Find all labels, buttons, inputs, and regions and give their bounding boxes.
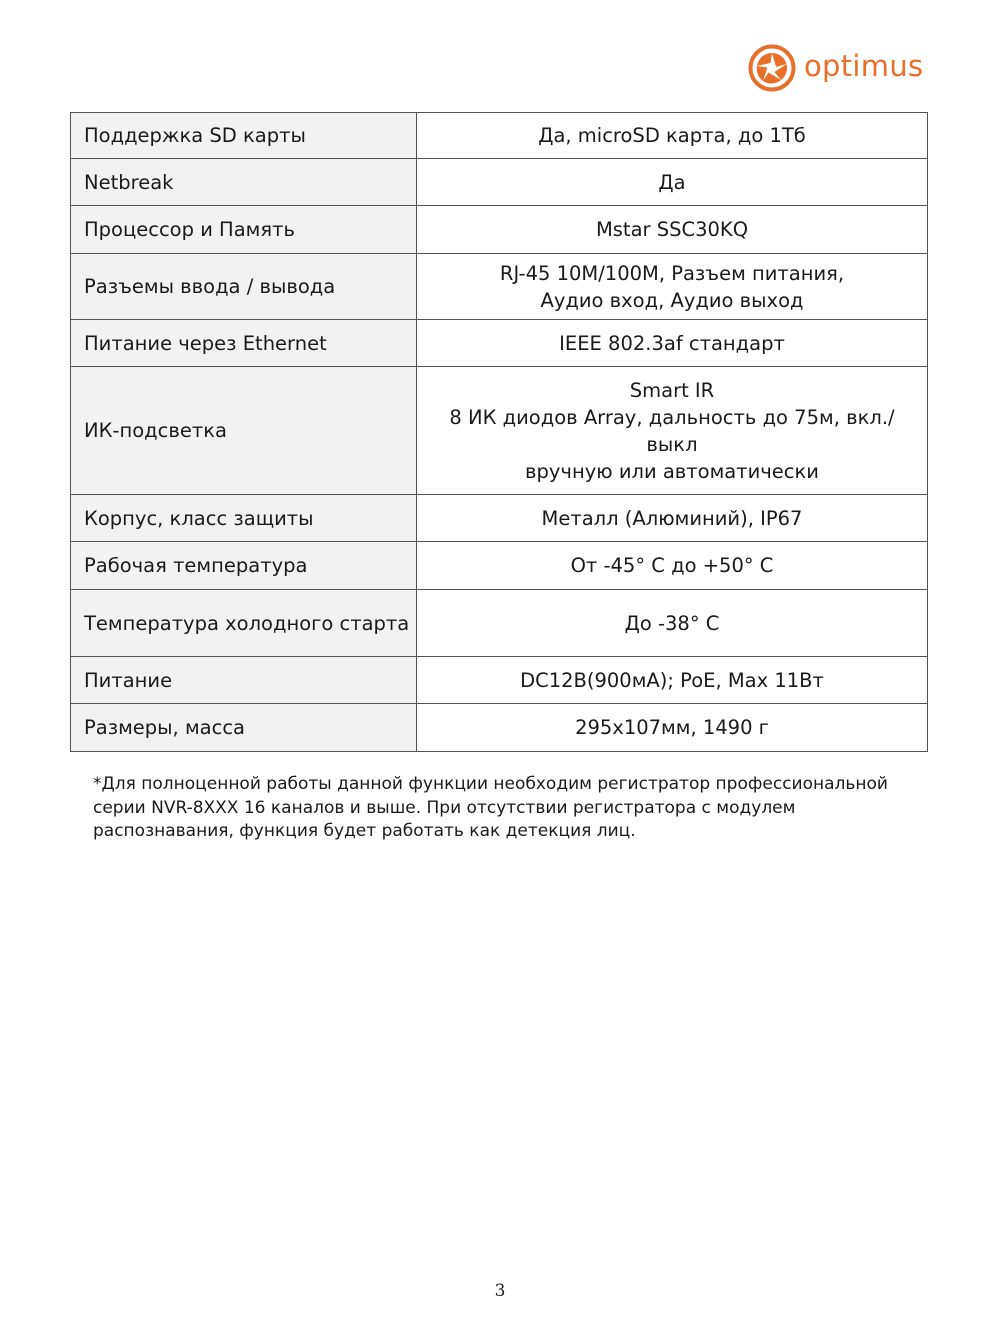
spec-label: Рабочая температура	[71, 542, 417, 590]
spec-value	[417, 254, 928, 320]
table-row	[71, 113, 928, 159]
spec-value-line: вручную или автоматически	[525, 459, 819, 483]
optimus-logo-icon	[748, 44, 796, 92]
table-row	[71, 320, 928, 367]
spec-label: Корпус, класс защиты	[71, 495, 417, 542]
spec-label: Процессор и Память	[71, 206, 417, 254]
spec-value	[417, 590, 928, 657]
table-row	[71, 542, 928, 590]
spec-value-line: От -45° С до +50° С	[570, 554, 774, 577]
brand-name: optimus	[804, 49, 924, 83]
spec-value-line: До -38° С	[624, 611, 720, 635]
spec-value	[417, 542, 928, 590]
spec-value-line: 8 ИК диодов Array, дальность до 75м, вкл./выкл	[449, 405, 895, 456]
spec-value-line: Металл (Алюминий), IP67	[541, 506, 803, 530]
table-row	[71, 159, 928, 206]
spec-label: Питание	[71, 657, 417, 704]
spec-value	[417, 206, 928, 254]
spec-value	[417, 159, 928, 206]
spec-value-line: Аудио вход, Аудио выход	[540, 288, 804, 312]
spec-label: Питание через Ethernet	[71, 320, 417, 367]
spec-value	[417, 657, 928, 704]
spec-value	[417, 495, 928, 542]
spec-label: Поддержка SD карты	[71, 113, 417, 159]
table-row	[71, 590, 928, 657]
spec-label: Размеры, масса	[71, 704, 417, 752]
spec-label: Netbreak	[71, 159, 417, 206]
specifications-table	[70, 112, 928, 752]
spec-value	[417, 113, 928, 159]
page-number: 3	[494, 1281, 506, 1301]
spec-value-line: IEEE 802.3af стандарт	[559, 331, 785, 355]
footnote: *Для полноценной работы данной функции необходим регистратор профессиональной серии NVR-8XXX 16 каналов и выше. При отсутствии регистратора с модулем распознавания, функция будет работать как детекция лиц.	[93, 774, 888, 841]
table-row	[71, 657, 928, 704]
spec-value-line: DC12В(900мА); PoE, Max 11Вт	[520, 668, 824, 692]
spec-value-line: Да, microSD карта, до 1Тб	[538, 124, 806, 147]
spec-value-line: 295x107мм, 1490 г	[575, 716, 769, 739]
spec-value	[417, 704, 928, 752]
table-row	[71, 254, 928, 320]
spec-value-line: RJ-45 10M/100M, Разъем питания,	[499, 261, 845, 285]
spec-label: ИК-подсветка	[71, 367, 417, 495]
table-row	[71, 704, 928, 752]
table-row	[71, 206, 928, 254]
spec-value-line: Smart IR	[629, 378, 715, 402]
spec-label: Разъемы ввода / вывода	[71, 254, 417, 320]
spec-value-line: Mstar SSC30KQ	[595, 218, 749, 241]
brand-logo	[748, 44, 923, 92]
table-row	[71, 367, 928, 495]
spec-label: Температура холодного старта	[71, 590, 417, 657]
table-row	[71, 495, 928, 542]
spec-value-line: Да	[658, 170, 686, 194]
spec-value	[417, 320, 928, 367]
spec-value	[417, 367, 928, 495]
